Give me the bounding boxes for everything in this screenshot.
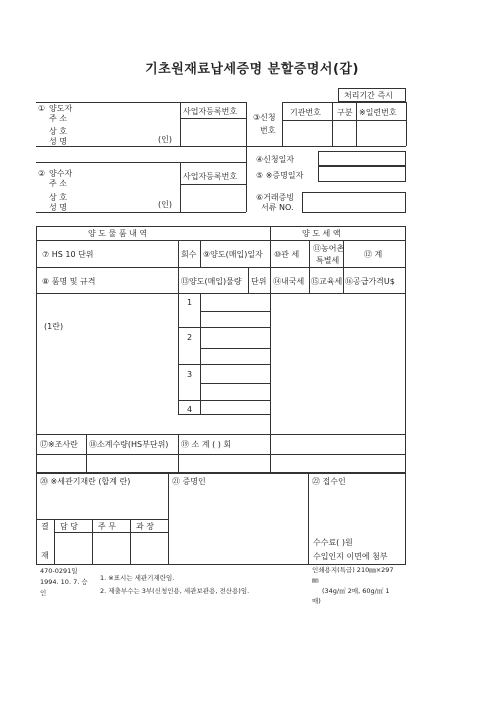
certifier-label: ㉑ 증명인 [172, 477, 206, 486]
rural-tax-header-2: 특별세 [316, 256, 340, 265]
subtotal-label: ⑲ 소 계 ( ) 회 [181, 440, 232, 449]
investigator-label: ⑰※조사란 [40, 440, 78, 449]
agency-number-header: 기관번호 [290, 108, 321, 117]
transferee-name-label: 성 명 [49, 203, 67, 212]
note-2: 2. 제출부수는 3부(신청인용, 세관보관용, 전산용)임. [100, 587, 250, 595]
transfer-date-header: ⑨양도(매입)일자 [203, 250, 263, 259]
transferee-bizno-label: 사업자등록번호 [183, 172, 238, 181]
paper-weight-2: 매) [312, 597, 321, 605]
transferor-name-label: 성 명 [49, 137, 67, 146]
approval-officer-header: 담 당 [60, 522, 78, 531]
application-date-label: ④신청일자 [256, 155, 295, 164]
application-date-field[interactable] [318, 151, 406, 166]
transferee-num: ② [38, 169, 46, 178]
paper-weight: (34g/㎡ 2매, 60g/㎡ 1 [322, 587, 390, 595]
hs-code-header: ⑦ HS 10 단위 [42, 250, 94, 259]
name-spec-header: ⑧ 품명 및 규격 [42, 277, 96, 286]
transferor-seal: (인) [158, 135, 172, 144]
goods-section-header: 양 도 물 품 내 역 [88, 229, 148, 238]
transferee-company-label: 상 호 [49, 193, 67, 202]
trade-document-field[interactable] [302, 192, 406, 213]
tax-section-header: 양 도 세 액 [302, 229, 341, 238]
receipt-label: ㉒ 접수인 [312, 477, 346, 486]
trade-document-label: ⑥거래증빙 [256, 193, 295, 202]
unit-header: 단위 [251, 277, 267, 286]
count-header: 회수 [181, 250, 197, 259]
revenue-stamp-note: 수입인지 이면에 첨부 [313, 552, 388, 561]
transferee-label: 양수자 [49, 169, 73, 178]
approval-label-top: 결 [41, 522, 49, 531]
row-number-1: 1 [187, 298, 193, 307]
education-tax-header: ⑮교육세 [311, 277, 343, 286]
transferor-num: ① [38, 104, 46, 113]
approval-manager-header: 주 무 [98, 522, 116, 531]
note-1: 1. ※표시는 세관기재란임. [100, 574, 175, 582]
transferor-company-label: 상 호 [49, 127, 67, 136]
transferee-seal: (인) [158, 200, 172, 209]
total-header: ⑫ 계 [364, 250, 383, 259]
customs-entry-label: ⑳ ※세관기재란 (합계 란) [40, 477, 131, 486]
application-number-label: ③신청 [253, 113, 276, 122]
paper-spec-unit: ㎜ [312, 576, 319, 584]
fee-label: 수수료( )원 [313, 538, 353, 547]
approval-suffix: 인 [40, 589, 47, 597]
approval-chief-header: 과 장 [136, 522, 154, 531]
customs-duty-header: ⑩관 세 [274, 250, 300, 259]
row-section-label: (1란) [44, 322, 64, 331]
trade-document-label-2: 서류 NO. [261, 203, 294, 212]
approval-label-bottom: 재 [41, 551, 49, 560]
category-header: 구분 [337, 108, 353, 117]
rural-tax-header: ⑪농어촌 [313, 244, 345, 253]
goods-table [36, 226, 406, 473]
transferor-address-label: 주 소 [49, 114, 67, 123]
supply-price-header: ⑯공급가격U$ [345, 277, 395, 286]
transferee-address-label: 주 소 [49, 179, 67, 188]
quantity-header: ⑬양도(매입)물량 [181, 277, 242, 286]
paper-spec: 인쇄용지(특급) 210㎜×297 [312, 566, 394, 574]
certification-date-field[interactable] [318, 166, 406, 182]
row-number-3: 3 [187, 370, 193, 379]
form-code: 470-0291일 [40, 567, 78, 575]
certification-date-label: ⑤ ※증명일자 [256, 171, 304, 180]
row-number-4: 4 [187, 405, 193, 414]
serial-number-header: ※일련번호 [359, 108, 397, 117]
transferor-label: 양도자 [49, 104, 73, 113]
approval-date: 1994. 10. 7. 승 [40, 578, 88, 586]
processing-period-label: 처리기간 즉시 [344, 91, 393, 100]
application-number-label-2: 번호 [260, 126, 276, 135]
page-title: 기초원재료납세증명 분할증명서(갑) [145, 62, 359, 77]
transferor-bizno-label: 사업자등록번호 [183, 107, 238, 116]
domestic-tax-header: ⑭내국세 [273, 277, 305, 286]
row-number-2: 2 [187, 333, 193, 342]
subtotal-quantity-label: ⑱소계수량(HS부단위) [89, 440, 169, 449]
